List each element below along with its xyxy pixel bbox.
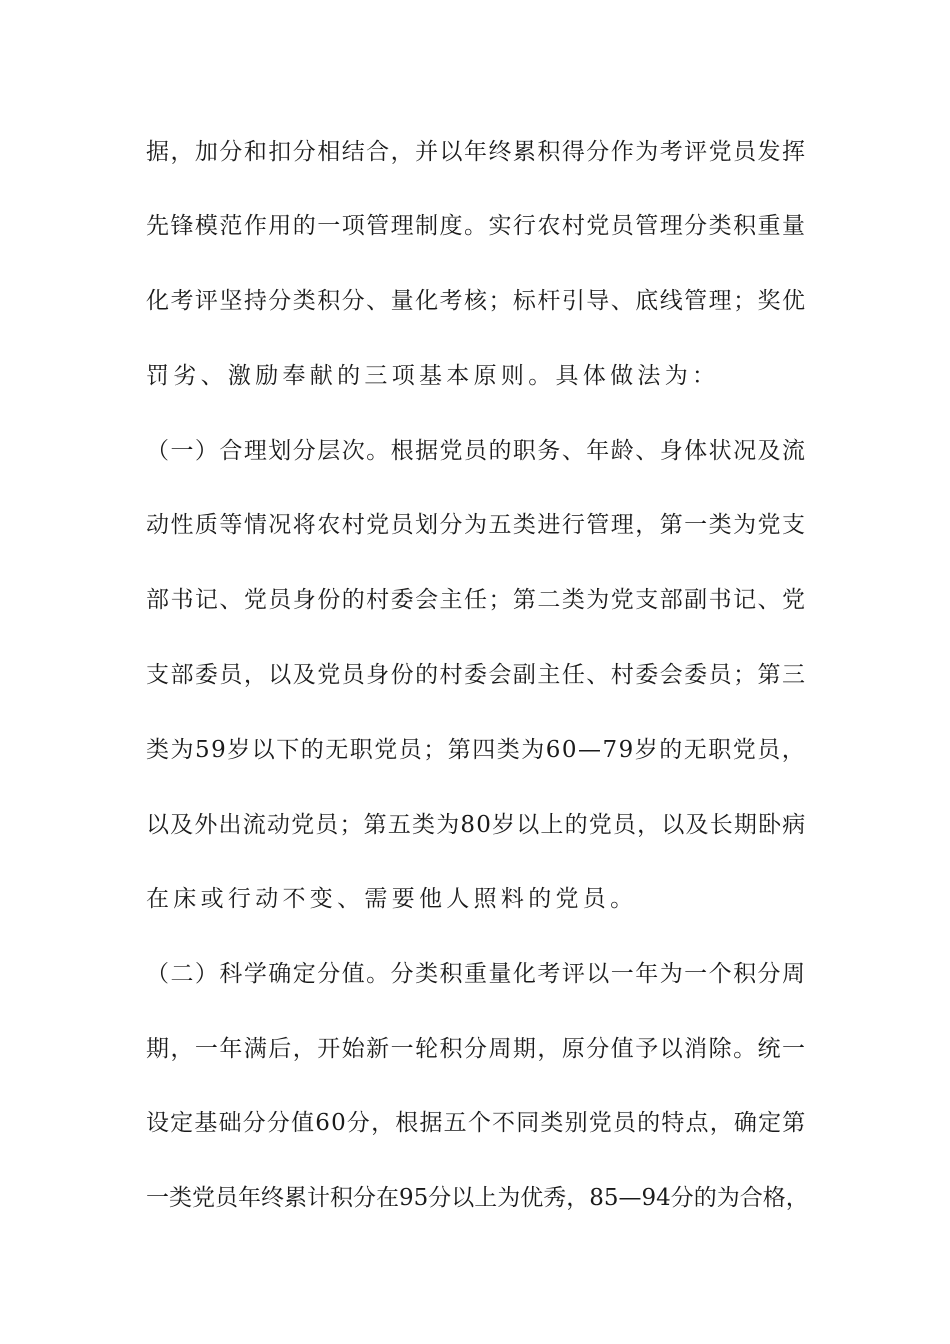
body-text-line: 期，一年满后，开始新一轮积分周期，原分值予以消除。统一 (146, 1036, 807, 1062)
body-text-line: 一类党员年终累计积分在95分以上为优秀，85—94分的为合格， (146, 1185, 809, 1211)
body-text-line: 以及外出流动党员；第五类为80岁以上的党员，以及长期卧病 (146, 812, 807, 838)
body-text-line: 支部委员，以及党员身份的村委会副主任、村委会委员；第三 (146, 662, 807, 688)
body-text-line: 先锋模范作用的一项管理制度。实行农村党员管理分类积重量 (146, 213, 807, 239)
body-text-line: 设定基础分分值60分，根据五个不同类别党员的特点，确定第 (146, 1110, 807, 1136)
section-heading-line: （一）合理划分层次。根据党员的职务、年龄、身体状况及流 (146, 438, 807, 464)
body-text-line: 化考评坚持分类积分、量化考核；标杆引导、底线管理；奖优 (146, 288, 807, 314)
body-text-line: 罚劣、激励奉献的三项基本原则。具体做法为： (146, 363, 720, 389)
body-text-line: 在床或行动不变、需要他人照料的党员。 (146, 886, 638, 912)
body-text-line: 部书记、党员身份的村委会主任；第二类为党支部副书记、党 (146, 587, 807, 613)
section-heading-line: （二）科学确定分值。分类积重量化考评以一年为一个积分周 (146, 961, 807, 987)
body-text-line: 类为59岁以下的无职党员；第四类为60—79岁的无职党员， (146, 737, 807, 763)
body-text-line: 据，加分和扣分相结合，并以年终累积得分作为考评党员发挥 (146, 139, 807, 165)
body-text-line: 动性质等情况将农村党员划分为五类进行管理，第一类为党支 (146, 512, 807, 538)
